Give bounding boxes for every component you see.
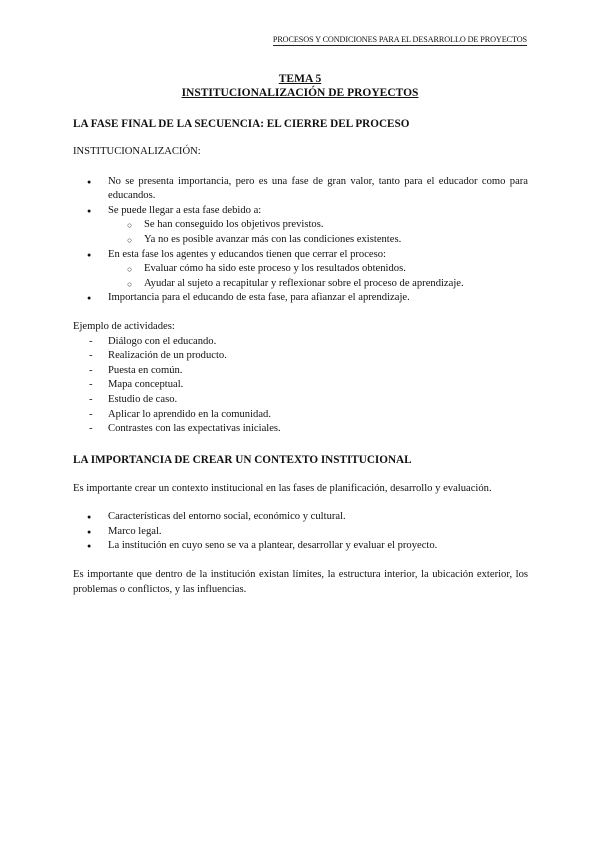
sub-list-item: ○ Se han conseguido los objetivos previstos. <box>73 218 528 233</box>
list-item: ● Características del entorno social, económico y cultural. <box>73 510 528 525</box>
sub-list-item: ○ Ya no es posible avanzar más con las condiciones existentes. <box>73 233 528 248</box>
list-item: - Contrastes con las expectativas iniciales. <box>73 422 528 437</box>
topic-number: TEMA 5 <box>278 73 322 85</box>
document-body <box>73 117 528 597</box>
section2-closing: Es importante que dentro de la institución existan límites, la estructura interior, la ubicación exterior, los problemas o conflictos, y las influencias. <box>73 569 528 595</box>
sub-list <box>108 262 528 291</box>
list-item: ● Marco legal. <box>73 525 528 540</box>
list-item: - Mapa conceptual. <box>73 378 528 393</box>
examples-label: Ejemplo de actividades: <box>73 320 175 332</box>
topic-title: INSTITUCIONALIZACIÓN DE PROYECTOS <box>181 87 419 99</box>
section1-subheading: INSTITUCIONALIZACIÓN: <box>73 146 201 157</box>
section1-bullet-list <box>73 175 528 306</box>
list-item: ● Se puede llegar a esta fase debido a: ○ Se han conseguido los objetivos previstos. ○ Ya no es posible avanzar más con las condiciones existentes. <box>73 204 528 248</box>
running-header: PROCESOS Y CONDICIONES PARA EL DESARROLLO DE PROYECTOS <box>272 35 527 44</box>
section1-heading: LA FASE FINAL DE LA SECUENCIA: EL CIERRE DEL PROCESO <box>73 118 410 130</box>
list-item: - Aplicar lo aprendido en la comunidad. <box>73 408 528 423</box>
sub-list <box>108 218 528 247</box>
sub-list-item: ○ Evaluar cómo ha sido este proceso y los resultados obtenidos. <box>73 262 528 277</box>
list-item: - Diálogo con el educando. <box>73 335 528 350</box>
list-item: ● No se presenta importancia, pero es una fase de gran valor, tanto para el educador como para educandos. <box>73 175 528 204</box>
examples-list <box>73 335 528 437</box>
list-item: ● La institución en cuyo seno se va a plantear, desarrollar y evaluar el proyecto. <box>73 539 528 554</box>
section2-heading: LA IMPORTANCIA DE CREAR UN CONTEXTO INSTITUCIONAL <box>73 453 412 466</box>
list-item: - Realización de un producto. <box>73 349 528 364</box>
section2-intro: Es importante crear un contexto institucional en las fases de planificación, desarrollo y evaluación. <box>73 482 492 494</box>
section2-bullet-list <box>73 510 528 554</box>
sub-list-item: ○ Ayudar al sujeto a recapitular y reflexionar sobre el proceso de aprendizaje. <box>73 277 528 292</box>
list-item: - Puesta en común. <box>73 364 528 379</box>
list-item: ● En esta fase los agentes y educandos tienen que cerrar el proceso: ○ Evaluar cómo ha sido este proceso y los resultados obtenidos. ○ Ayudar al sujeto a recapitular y reflexionar sobre el proceso de aprendizaje. <box>73 248 528 292</box>
list-item: - Estudio de caso. <box>73 393 528 408</box>
title-block <box>0 72 600 100</box>
list-item: ● Importancia para el educando de esta fase, para afianzar el aprendizaje. <box>73 291 528 306</box>
